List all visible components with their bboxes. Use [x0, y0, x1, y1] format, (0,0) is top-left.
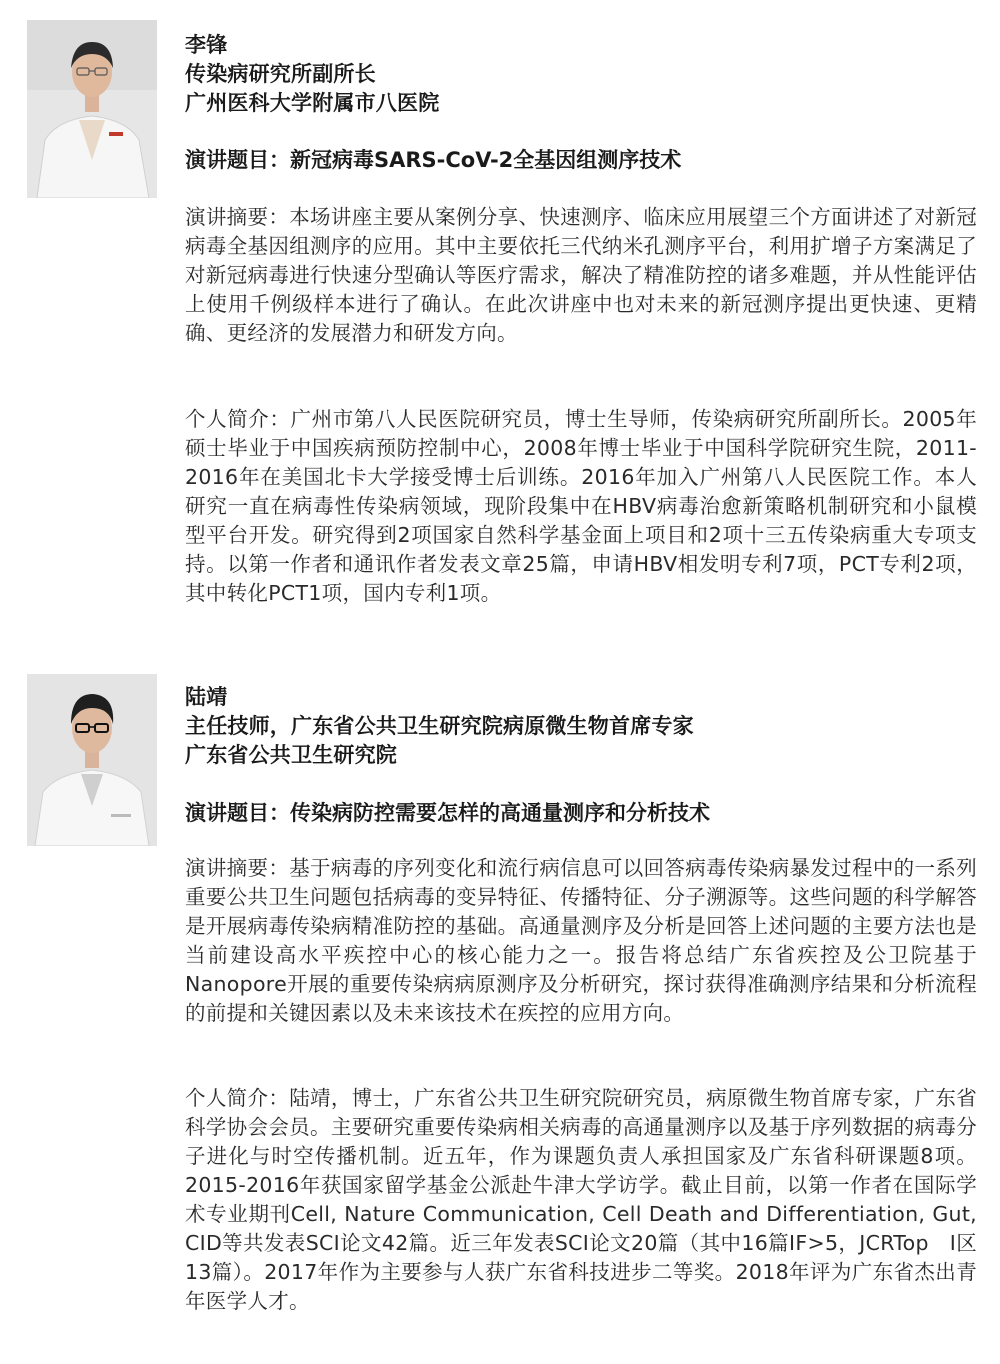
speaker-title: 传染病研究所副所长	[185, 62, 376, 86]
talk-abstract: 演讲摘要：本场讲座主要从案例分享、快速测序、临床应用展望三个方面讲述了对新冠病毒全基因组测序的应用。其中主要依托三代纳米孔测序平台，利用扩增子方案满足了对新冠病毒进行快速分型确认等医疗需求，解决了精准防控的诸多难题，并从性能评估上使用千例级样本进行了确认。在此次讲座中也对未来的新冠测序提出更快速、更精确、更经济的发展潜力和研发方向。	[185, 205, 977, 345]
speaker-name: 李锋	[185, 33, 228, 57]
talk-abstract: 演讲摘要：基于病毒的序列变化和流行病信息可以回答病毒传染病暴发过程中的一系列重要公共卫生问题包括病毒的变异特征、传播特征、分子溯源等。这些问题的科学解答是开展病毒传染病精准防控的基础。高通量测序及分析是回答上述问题的主要方法也是当前建设高水平疾控中心的核心能力之一。报告将总结广东省疾控及公卫院基于Nanopore开展的重要传染病病原测序及分析研究，探讨获得准确测序结果和分析流程的前提和关键因素以及未来该技术在疾控的应用方向。	[185, 856, 977, 1025]
abstract-block	[185, 203, 977, 348]
speaker-name: 陆靖	[185, 685, 228, 709]
speaker-info	[185, 31, 977, 118]
abstract-block	[185, 854, 977, 1028]
talk-topic-block	[185, 799, 977, 828]
speaker-info	[185, 683, 977, 770]
bio-block	[185, 405, 977, 608]
doctor-portrait-icon	[27, 674, 157, 846]
talk-topic: 演讲题目：传染病防控需要怎样的高通量测序和分析技术	[185, 801, 710, 825]
talk-topic-block	[185, 146, 977, 175]
speaker-bio: 个人简介：陆靖，博士，广东省公共卫生研究院研究员，病原微生物首席专家，广东省科学协会会员。主要研究重要传染病相关病毒的高通量测序以及基于序列数据的病毒分子进化与时空传播机制。近五年，作为课题负责人承担国家及广东省科研课题8项。2015-2016年获国家留学基金公派赴牛津大学访学。截止目前，以第一作者在国际学术专业期刊Cell, Nature Communication, Cell Death and Differentiation, Gut, CID等共发表SCI论文42篇。近三年发表SCI论文20篇（其中16篇IF>5，JCRTop I区13篇）。2017年作为主要参与人获广东省科技进步二等奖。2018年评为广东省杰出青年医学人才。	[185, 1086, 977, 1313]
bio-block	[185, 1084, 977, 1316]
talk-topic: 演讲题目：新冠病毒SARS-CoV-2全基因组测序技术	[185, 148, 682, 172]
speaker-title: 主任技师，广东省公共卫生研究院病原微生物首席专家	[185, 714, 694, 738]
speaker-photo	[27, 674, 157, 846]
doctor-portrait-icon	[27, 20, 157, 198]
speaker-bio: 个人简介：广州市第八人民医院研究员，博士生导师，传染病研究所副所长。2005年硕士毕业于中国疾病预防控制中心，2008年博士毕业于中国科学院研究生院，2011-2016年在美国北卡大学接受博士后训练。2016年加入广州第八人民医院工作。本人研究一直在病毒性传染病领域，现阶段集中在HBV病毒治愈新策略机制研究和小鼠模型平台开发。研究得到2项国家自然科学基金面上项目和2项十三五传染病重大专项支持。以第一作者和通讯作者发表文章25篇，申请HBV相发明专利7项，PCT专利2项，其中转化PCT1项，国内专利1项。	[185, 407, 977, 605]
speaker-photo	[27, 20, 157, 198]
speaker-organization: 广州医科大学附属市八医院	[185, 91, 440, 115]
speaker-organization: 广东省公共卫生研究院	[185, 743, 397, 767]
